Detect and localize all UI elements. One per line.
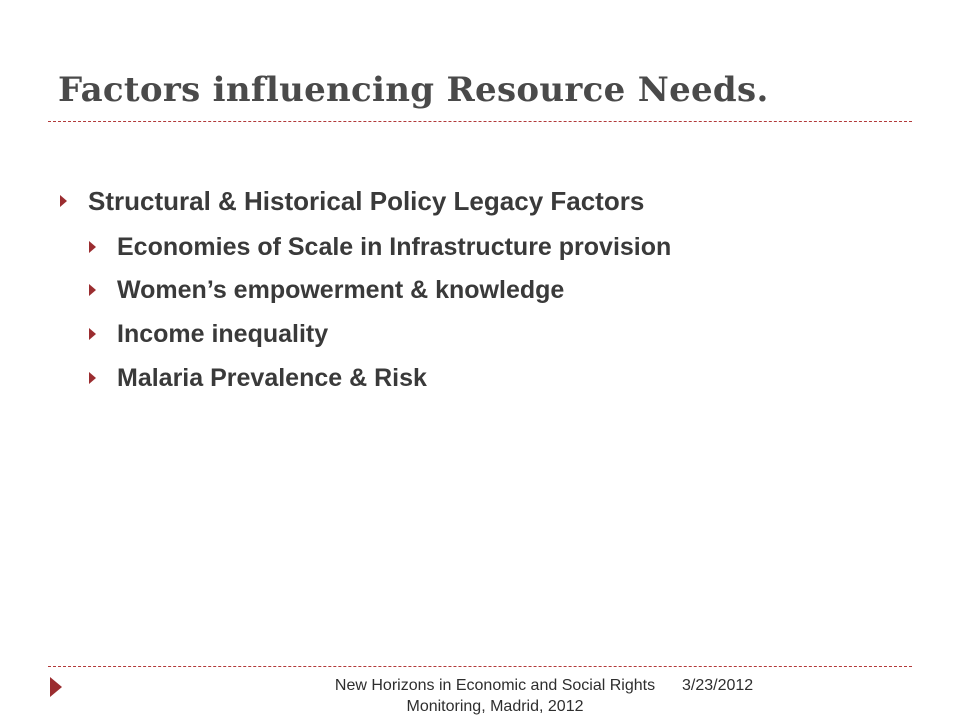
bullet-text: Structural & Historical Policy Legacy Factors xyxy=(88,186,645,216)
bullet-triangle-icon xyxy=(89,284,96,296)
bullet-item-structural-factors xyxy=(88,186,644,217)
bullet-text: Income inequality xyxy=(117,320,329,348)
footer-triangle-icon xyxy=(50,677,62,697)
slide-title: Factors influencing Resource Needs. xyxy=(58,70,769,110)
bullet-text: Malaria Prevalence & Risk xyxy=(117,364,427,392)
footer-event-text xyxy=(310,675,680,717)
title-divider xyxy=(48,121,912,122)
bullet-item-economies-of-scale xyxy=(117,233,671,262)
footer-divider xyxy=(48,666,912,667)
bullet-item-malaria-prevalence xyxy=(117,364,427,393)
bullet-triangle-icon xyxy=(89,328,96,340)
bullet-triangle-icon xyxy=(89,241,96,253)
footer-line-2: Monitoring, Madrid, 2012 xyxy=(406,698,584,715)
bullet-text: Economies of Scale in Infrastructure provision xyxy=(117,233,672,261)
footer-line-1: New Horizons in Economic and Social Rights xyxy=(334,677,656,694)
bullet-item-womens-empowerment xyxy=(117,276,564,305)
bullet-item-income-inequality xyxy=(117,320,328,349)
bullet-text: Women’s empowerment & knowledge xyxy=(117,276,565,304)
bullet-triangle-icon xyxy=(60,195,67,207)
bullet-triangle-icon xyxy=(89,372,96,384)
footer-date: 3/23/2012 xyxy=(682,677,754,694)
